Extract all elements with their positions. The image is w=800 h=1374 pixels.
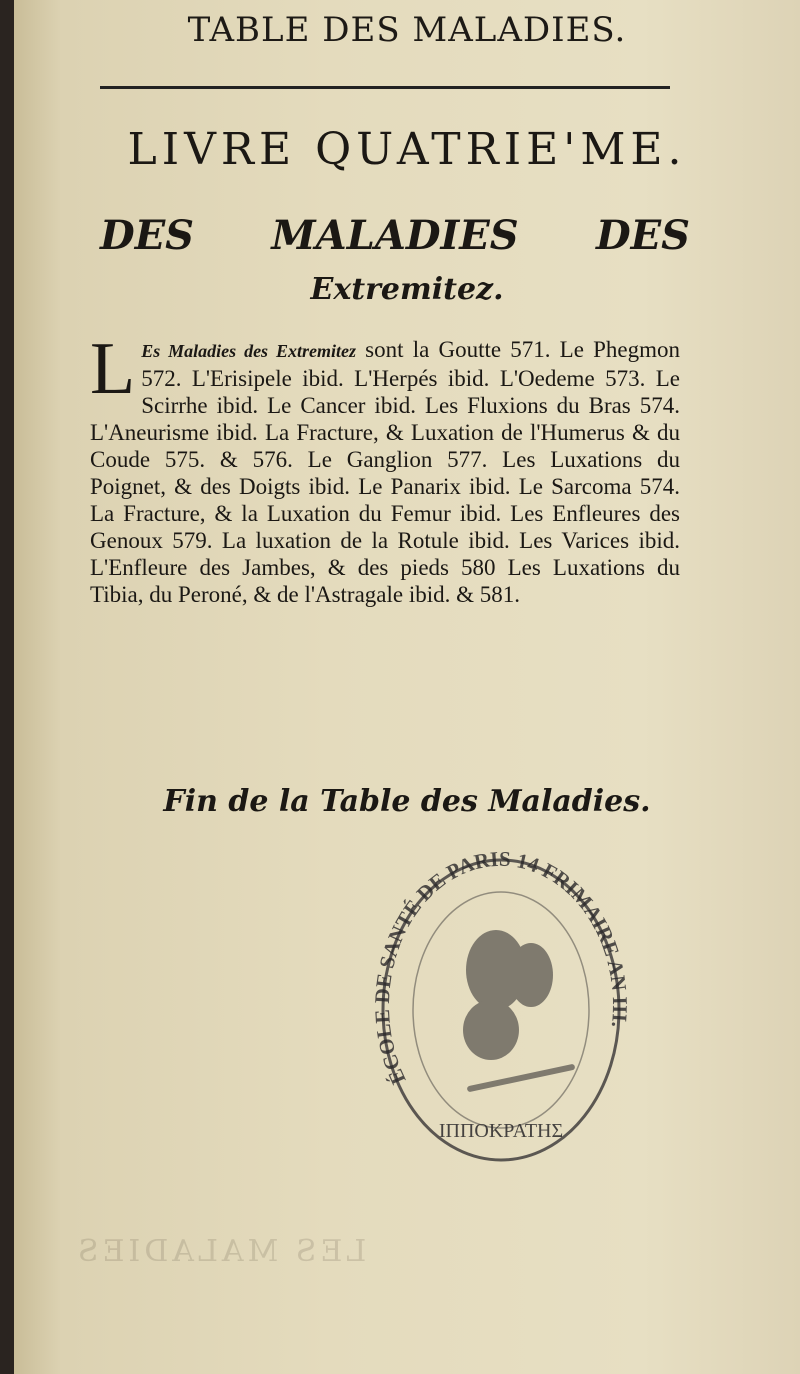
book-page: [14, 0, 800, 1374]
library-stamp: [366, 840, 636, 1170]
index-paragraph: [90, 328, 680, 608]
running-title: TABLE DES MALADIES.: [187, 10, 627, 50]
drop-cap: L: [90, 328, 136, 410]
section-title-word: DES: [595, 212, 690, 259]
section-subtitle: Extremitez.: [310, 272, 504, 307]
stamp-seal-icon: [366, 840, 636, 1170]
section-title-word: DES: [100, 212, 195, 259]
book-title: LIVRE QUATRIE'ME.: [127, 124, 687, 175]
show-through-text: LES MALADIES: [74, 1234, 367, 1269]
section-title: [100, 212, 690, 259]
lead-phrase: Es Maladies des Extremitez: [141, 341, 356, 361]
stamp-ring-text: ÉCOLE DE SANTÉ DE PARIS 14 FRIMAIRE AN III.: [369, 846, 633, 1088]
header-rule: [100, 86, 670, 89]
stamp-bottom-text: ΙΠΠΟΚΡΑΤΗΣ: [438, 1120, 564, 1142]
section-title-word: MALADIES: [271, 212, 519, 259]
paragraph-text: sont la Goutte 571. Le Phegmon 572. L'Erisipele ibid. L'Herpés ibid. L'Oedeme 573. Le Scirrhe ibid. Le Cancer ibid. Les Fluxions du Bras 574. L'Aneurisme ibid. La Fracture, & Luxation de l'Humerus & du Coude 575. & 576. Le Ganglion 577. Les Luxations du Poignet, & des Doigts ibid. Le Panarix ibid. Le Sarcoma 574. La Fracture, & la Luxation du Femur ibid. Les Enfleures des Genoux 579. La luxation de la Rotule ibid. Les Varices ibid. L'Enfleure des Jambes, & des pieds 580 Les Luxations du Tibia, du Peroné, & de l'Astragale ibid. & 581.: [90, 337, 680, 607]
closing-line: Fin de la Table des Maladies.: [163, 784, 651, 819]
